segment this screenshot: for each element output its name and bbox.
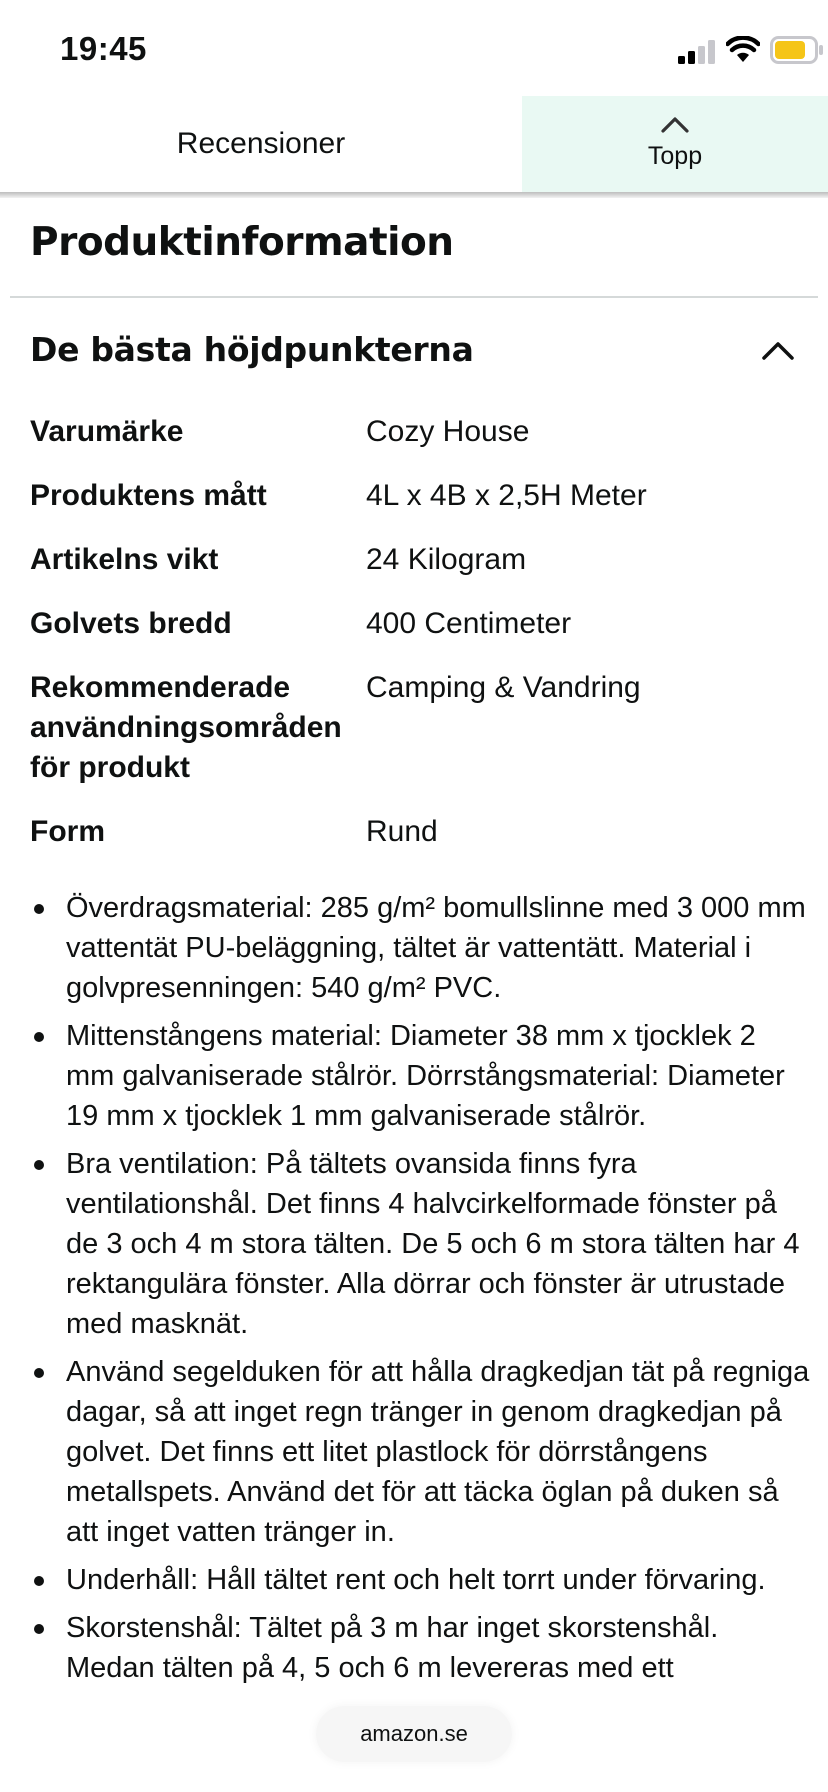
status-bar: [0, 0, 828, 96]
spec-label: Form: [30, 815, 105, 848]
tab-reviews[interactable]: [0, 96, 522, 192]
back-to-top-button[interactable]: [522, 96, 828, 192]
spec-value: 400 Centimeter: [366, 607, 572, 640]
spec-label: Varumärke: [30, 415, 184, 448]
browser-url-bar[interactable]: [316, 1706, 512, 1762]
list-item: Bra ventilation: På tältets ovansida finns fyra ventilationshål. Det finns 4 halvcirkelformade fönster på de 3 och 4 m stora tälten. De 5 och 6 m stora tälten har 4 rektangulära fönster. Alla dörrar och fönster är utrustade med masknät.: [30, 1144, 810, 1344]
chevron-up-icon: [660, 114, 690, 134]
spec-row: [30, 604, 800, 644]
status-icons: [628, 32, 828, 68]
spec-value: Rund: [366, 815, 438, 848]
spec-value: Cozy House: [366, 415, 530, 448]
spec-row: [30, 540, 800, 580]
spec-label: Rekommenderade användningsområden för produkt: [30, 671, 342, 784]
spec-value: 24 Kilogram: [366, 543, 527, 576]
spec-value: 4L x 4B x 2,5H Meter: [366, 479, 647, 512]
page-title: Produktinformation: [30, 220, 454, 265]
battery-icon: [770, 36, 824, 64]
spec-row: [30, 812, 800, 852]
list-item: Mittenstångens material: Diameter 38 mm x tjocklek 2 mm galvaniserade stålrör. Dörrstångsmaterial: Diameter 19 mm x tjocklek 1 mm galvaniserade stålrör.: [30, 1016, 810, 1136]
list-item: Skorstenshål: Tältet på 3 m har inget skorstenshål. Medan tälten på 4, 5 och 6 m levereras med ett: [30, 1608, 810, 1688]
spec-label: Produktens mått: [30, 479, 267, 512]
tab-bar: [0, 96, 828, 192]
status-time: 19:45: [60, 30, 147, 67]
list-item: Underhåll: Håll tältet rent och helt torrt under förvaring.: [30, 1560, 810, 1600]
wifi-icon: [726, 36, 760, 64]
url-text: amazon.se: [360, 1721, 468, 1746]
spec-value: Camping & Vandring: [366, 671, 641, 704]
spec-row: [30, 412, 800, 452]
spec-table: [30, 412, 800, 876]
spec-row: [30, 668, 800, 788]
tab-bar-shadow: [0, 192, 828, 198]
list-item: Använd segelduken för att hålla dragkedjan tät på regniga dagar, så att inget regn tränger in genom dragkedjan på golvet. Det finns ett litet plastlock för dörrstångens metallspets. Använd det för att täcka öglan på duken så att inget vatten tränger in.: [30, 1352, 810, 1552]
chevron-up-icon[interactable]: [758, 334, 798, 364]
highlights-heading[interactable]: De bästa höjdpunkterna: [30, 330, 474, 369]
spec-row: [30, 476, 800, 516]
back-to-top-label: Topp: [647, 142, 703, 170]
list-item: Överdragsmaterial: 285 g/m² bomullslinne med 3 000 mm vattentät PU-beläggning, tältet är vattentätt. Material i golvpresenningen: 540 g/m² PVC.: [30, 888, 810, 1008]
tab-reviews-label: Recensioner: [176, 127, 346, 160]
spec-label: Golvets bredd: [30, 607, 232, 640]
cellular-signal-icon: [678, 40, 718, 64]
divider: [10, 296, 818, 298]
spec-label: Artikelns vikt: [30, 543, 219, 576]
feature-bullets: [30, 888, 810, 1696]
